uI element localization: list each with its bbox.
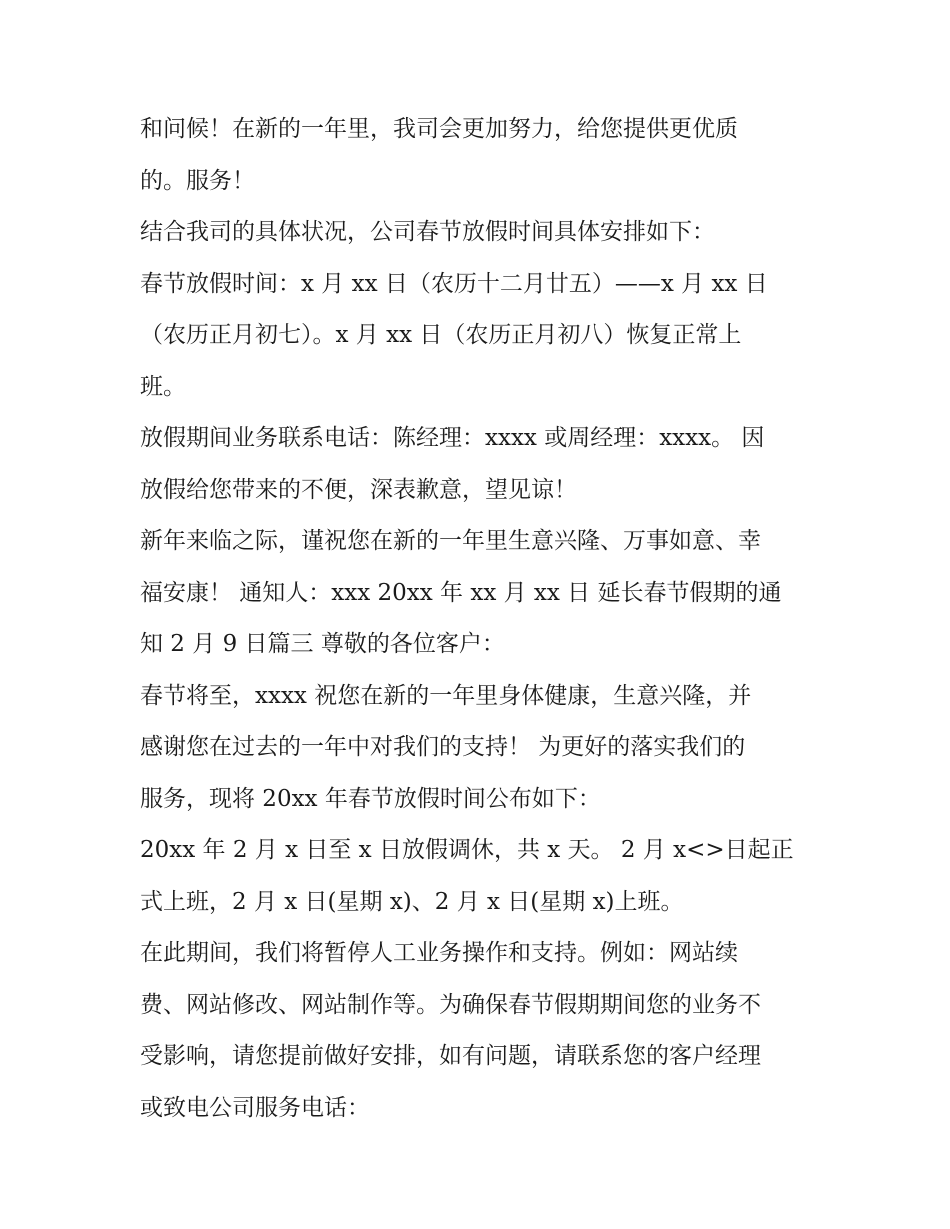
text-line: 班。 bbox=[140, 373, 186, 400]
text-line: 春节放假时间：x 月 xx 日（农历十二月廿五）——x 月 xx 日 bbox=[140, 270, 768, 297]
text-line: 春节将至，xxxx 祝您在新的一年里身体健康，生意兴隆，并 bbox=[140, 682, 752, 709]
text-line: 感谢您在过去的一年中对我们的支持！ 为更好的落实我们的 bbox=[140, 734, 746, 760]
text-line: 20xx 年 2 月 x 日至 x 日放假调休，共 x 天。 2 月 x<>日起正 bbox=[140, 837, 794, 863]
text-line: 新年来临之际，谨祝您在新的一年里生意兴隆、万事如意、幸 bbox=[140, 528, 761, 554]
text-line: 受影响，请您提前做好安排，如有问题，请联系您的客户经理 bbox=[140, 1043, 761, 1069]
text-line: 放假给您带来的不便，深表歉意，望见谅！ bbox=[140, 476, 577, 503]
text-line: 的。服务！ bbox=[140, 167, 255, 194]
text-line: 式上班，2 月 x 日(星期 x)、2 月 x 日(星期 x)上班。 bbox=[140, 888, 684, 915]
text-line: 或致电公司服务电话： bbox=[140, 1094, 370, 1121]
text-line: 在此期间，我们将暂停人工业务操作和支持。例如：网站续 bbox=[140, 940, 738, 966]
text-line: 和问候！在新的一年里，我司会更加努力，给您提供更优质 bbox=[140, 116, 738, 142]
text-line: 结合我司的具体状况，公司春节放假时间具体安排如下： bbox=[140, 219, 715, 245]
text-line: 服务，现将 20xx 年春节放假时间公布如下： bbox=[140, 785, 601, 812]
text-line: 放假期间业务联系电话：陈经理：xxxx 或周经理：xxxx。 因 bbox=[140, 425, 765, 451]
text-line: 福安康！ 通知人：xxx 20xx 年 xx 月 xx 日 延长春节假期的通 bbox=[140, 579, 782, 606]
text-line: （农历正月初七）。x 月 xx 日（农历正月初八）恢复正常上 bbox=[140, 322, 742, 348]
body-text bbox=[140, 104, 820, 1134]
text-line: 费、网站修改、网站制作等。为确保春节假期期间您的业务不 bbox=[140, 991, 761, 1018]
text-line: 知 2 月 9 日篇三 尊敬的各位客户： bbox=[140, 631, 505, 657]
